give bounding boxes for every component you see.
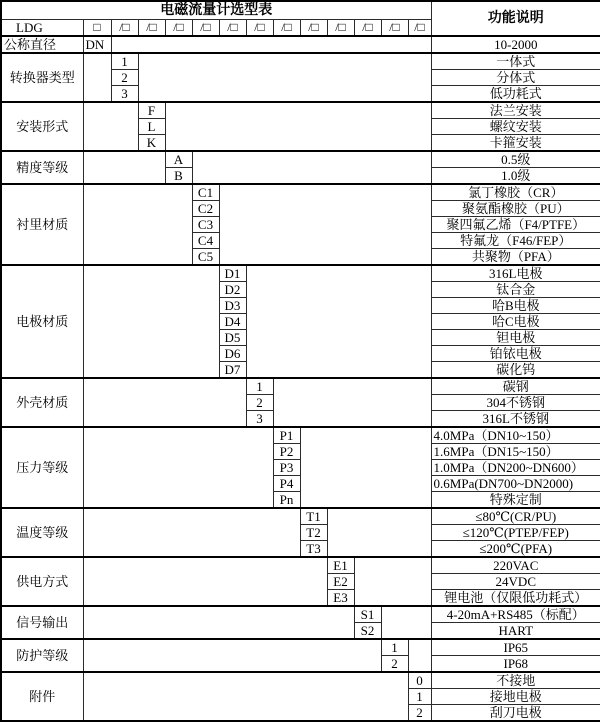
option-row <box>1 378 600 395</box>
spacer-cell <box>83 53 111 102</box>
diameter-code: DN <box>83 36 111 53</box>
option-value: 碳钢 <box>431 378 600 395</box>
option-row <box>1 557 600 574</box>
option-row <box>1 102 600 119</box>
category-label: 精度等级 <box>1 151 83 184</box>
option-value: 1.0MPa（DN200~DN600） <box>431 459 600 475</box>
option-code: 2 <box>381 655 408 672</box>
option-code: E3 <box>327 589 354 606</box>
category-label: 防护等级 <box>1 639 83 672</box>
option-value: 聚氨酯橡胶（PU） <box>431 200 600 216</box>
option-code: T3 <box>300 540 327 557</box>
option-value: 分体式 <box>431 69 600 85</box>
option-code: K <box>138 134 165 151</box>
spacer-cell <box>300 427 431 508</box>
spacer-cell <box>83 557 327 606</box>
option-value: 共聚物（PFA） <box>431 248 600 265</box>
spacer-cell <box>83 265 219 378</box>
option-value: 碳化钨 <box>431 361 600 378</box>
model-slash-box: /□ <box>327 19 354 36</box>
option-code: E1 <box>327 557 354 574</box>
option-code: T2 <box>300 524 327 540</box>
option-value: 0.6MPa(DN700~DN2000) <box>431 475 600 491</box>
option-code: L <box>138 118 165 134</box>
function-header: 功能说明 <box>431 1 600 36</box>
spacer-cell <box>327 508 431 557</box>
option-code: P3 <box>273 459 300 475</box>
option-value: ≤200℃(PFA) <box>431 540 600 557</box>
option-code: D6 <box>219 345 246 361</box>
option-code: 3 <box>246 410 273 427</box>
option-value: 316L电极 <box>431 265 600 282</box>
model-slash-box: /□ <box>219 19 246 36</box>
option-value: ≤120℃(PTEP/FEP) <box>431 524 600 540</box>
option-value: 220VAC <box>431 557 600 574</box>
spacer-cell <box>83 378 246 427</box>
option-code: S1 <box>354 606 381 623</box>
option-code: E2 <box>327 573 354 589</box>
category-label: 外壳材质 <box>1 378 83 427</box>
option-code: 2 <box>246 394 273 410</box>
category-label: 温度等级 <box>1 508 83 557</box>
option-code: F <box>138 102 165 119</box>
option-value: 0.5级 <box>431 151 600 168</box>
option-value: IP65 <box>431 639 600 656</box>
option-code: D7 <box>219 361 246 378</box>
option-value: 316L不锈钢 <box>431 410 600 427</box>
option-code: 1 <box>246 378 273 395</box>
option-code: D1 <box>219 265 246 282</box>
option-row <box>1 639 600 656</box>
option-row <box>1 53 600 70</box>
option-value: 铂铱电极 <box>431 345 600 361</box>
spacer-cell <box>83 427 273 508</box>
option-value: 钽电极 <box>431 329 600 345</box>
option-code: C4 <box>192 232 219 248</box>
option-value: 1.0级 <box>431 167 600 184</box>
option-code: T1 <box>300 508 327 525</box>
option-code: D2 <box>219 281 246 297</box>
option-value: 低功耗式 <box>431 85 600 102</box>
option-code: A <box>165 151 192 168</box>
spacer-cell <box>83 102 138 151</box>
option-value: 锂电池（仅限低功耗式） <box>431 589 600 606</box>
option-code: C2 <box>192 200 219 216</box>
option-value: 特氟龙（F46/FEP） <box>431 232 600 248</box>
model-slash-box: /□ <box>408 19 431 36</box>
option-code: 1 <box>408 688 431 704</box>
option-value: 哈B电极 <box>431 297 600 313</box>
model-slash-box: /□ <box>354 19 381 36</box>
model-slash-box: /□ <box>192 19 219 36</box>
category-label: 附件 <box>1 672 83 721</box>
option-code: P1 <box>273 427 300 444</box>
spacer-cell <box>192 151 431 184</box>
option-value: 聚四氟乙烯（F4/PTFE） <box>431 216 600 232</box>
option-row <box>1 184 600 201</box>
model-slash-box: /□ <box>381 19 408 36</box>
option-value: 氯丁橡胶（CR） <box>431 184 600 201</box>
spacer-cell <box>165 102 431 151</box>
option-value: 304不锈钢 <box>431 394 600 410</box>
option-code: C3 <box>192 216 219 232</box>
option-code: 1 <box>111 53 138 70</box>
option-value: HART <box>431 622 600 639</box>
option-value: 刮刀电极 <box>431 704 600 721</box>
spacer-cell <box>83 184 192 265</box>
option-code: C1 <box>192 184 219 201</box>
option-value: 螺纹安装 <box>431 118 600 134</box>
diameter-value: 10-2000 <box>431 36 600 53</box>
spacer-cell <box>354 557 431 606</box>
spacer-cell <box>83 606 354 639</box>
spacer-cell <box>83 639 381 672</box>
diameter-label: 公称直径 <box>1 36 83 53</box>
option-row <box>1 672 600 689</box>
option-value: ≤80℃(CR/PU) <box>431 508 600 525</box>
category-label: 安装形式 <box>1 102 83 151</box>
spacer-cell <box>408 639 431 672</box>
option-row <box>1 427 600 444</box>
model-slash-box: /□ <box>111 19 138 36</box>
category-label: 衬里材质 <box>1 184 83 265</box>
option-code: S2 <box>354 622 381 639</box>
option-code: 0 <box>408 672 431 689</box>
category-label: 转换器类型 <box>1 53 83 102</box>
option-value: 4.0MPa（DN10~150） <box>431 427 600 444</box>
page-title: 电磁流量计选型表 <box>1 1 431 19</box>
category-label: 供电方式 <box>1 557 83 606</box>
spacer-cell <box>219 184 431 265</box>
option-code: P2 <box>273 443 300 459</box>
category-label: 压力等级 <box>1 427 83 508</box>
option-value: IP68 <box>431 655 600 672</box>
option-row <box>1 606 600 623</box>
spacer-cell <box>83 672 408 721</box>
option-code: D5 <box>219 329 246 345</box>
model-slash-box: /□ <box>273 19 300 36</box>
option-code: 1 <box>381 639 408 656</box>
spacer-cell <box>381 606 431 639</box>
category-label: 电极材质 <box>1 265 83 378</box>
spacer-cell <box>83 508 300 557</box>
option-code: 3 <box>111 85 138 102</box>
option-code: C5 <box>192 248 219 265</box>
model-slash-box: /□ <box>246 19 273 36</box>
title-row <box>1 1 600 19</box>
option-value: 4-20mA+RS485（标配） <box>431 606 600 623</box>
option-code: D3 <box>219 297 246 313</box>
model-slash-box: /□ <box>138 19 165 36</box>
category-label: 信号输出 <box>1 606 83 639</box>
option-row <box>1 265 600 282</box>
option-row <box>1 508 600 525</box>
option-value: 钛合金 <box>431 281 600 297</box>
option-code: 2 <box>408 704 431 721</box>
option-value: 法兰安装 <box>431 102 600 119</box>
spacer-cell <box>138 53 431 102</box>
option-code: P4 <box>273 475 300 491</box>
option-code: Pn <box>273 491 300 508</box>
diameter-row <box>1 36 600 53</box>
spacer-cell <box>83 151 165 184</box>
model-first-box: □ <box>83 19 111 36</box>
option-value: 卡箍安装 <box>431 134 600 151</box>
option-value: 接地电极 <box>431 688 600 704</box>
option-value: 24VDC <box>431 573 600 589</box>
option-value: 一体式 <box>431 53 600 70</box>
spacer-cell <box>273 378 431 427</box>
model-slash-box: /□ <box>300 19 327 36</box>
option-value: 哈C电极 <box>431 313 600 329</box>
option-code: B <box>165 167 192 184</box>
option-code: D4 <box>219 313 246 329</box>
option-value: 不接地 <box>431 672 600 689</box>
option-value: 特殊定制 <box>431 491 600 508</box>
option-row <box>1 151 600 168</box>
option-value: 1.6MPa（DN15~150） <box>431 443 600 459</box>
spacer-cell <box>246 265 431 378</box>
model-prefix: LDG <box>1 19 83 36</box>
option-code: 2 <box>111 69 138 85</box>
spacer-cell <box>111 36 431 53</box>
model-slash-box: /□ <box>165 19 192 36</box>
